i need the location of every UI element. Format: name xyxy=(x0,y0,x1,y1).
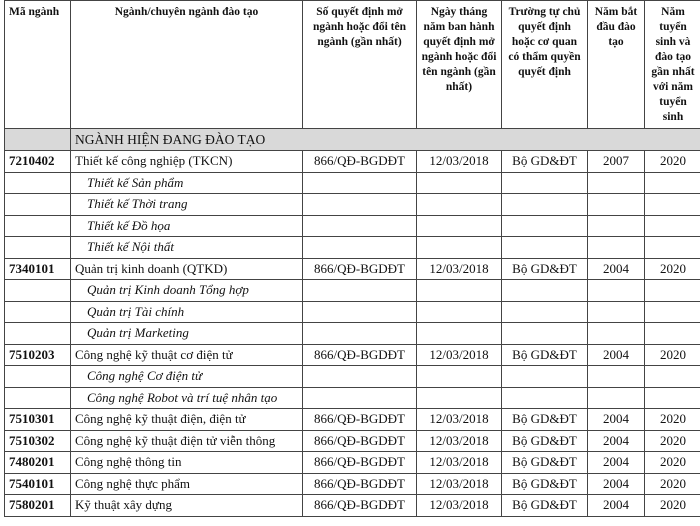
decision-date: 12/03/2018 xyxy=(417,151,502,173)
empty-cell xyxy=(417,323,502,345)
latest-year: 2020 xyxy=(645,495,700,517)
empty-cell xyxy=(502,301,588,323)
header-ten-nganh: Ngành/chuyên ngành đào tạo xyxy=(71,1,303,129)
program-row xyxy=(5,344,700,366)
empty-cell xyxy=(588,172,645,194)
empty-cell xyxy=(645,366,700,388)
empty-cell xyxy=(645,323,700,345)
program-name: Công nghệ kỹ thuật điện tử viễn thông xyxy=(71,430,303,452)
specialization-row xyxy=(5,387,700,409)
program-name: Thiết kế công nghiệp (TKCN) xyxy=(71,151,303,173)
decision-number: 866/QĐ-BGDĐT xyxy=(303,473,417,495)
decision-number: 866/QĐ-BGDĐT xyxy=(303,409,417,431)
authority: Bộ GD&ĐT xyxy=(502,452,588,474)
decision-date: 12/03/2018 xyxy=(417,452,502,474)
empty-cell xyxy=(417,237,502,259)
header-so-quyet-dinh: Số quyết định mở ngành hoặc đổi tên ngành (gần nhất) xyxy=(303,1,417,129)
specialization-name: Quản trị Marketing xyxy=(71,323,303,345)
latest-year: 2020 xyxy=(645,452,700,474)
empty-cell xyxy=(502,323,588,345)
specialization-row xyxy=(5,280,700,302)
empty-cell xyxy=(588,215,645,237)
start-year: 2004 xyxy=(588,409,645,431)
decision-number: 866/QĐ-BGDĐT xyxy=(303,344,417,366)
authority: Bộ GD&ĐT xyxy=(502,409,588,431)
empty-cell xyxy=(645,280,700,302)
empty-cell xyxy=(303,280,417,302)
latest-year: 2020 xyxy=(645,258,700,280)
program-code: 7580201 xyxy=(5,495,71,517)
decision-date: 12/03/2018 xyxy=(417,473,502,495)
start-year: 2004 xyxy=(588,473,645,495)
program-row xyxy=(5,258,700,280)
empty-cell xyxy=(588,280,645,302)
program-row xyxy=(5,430,700,452)
specialization-row xyxy=(5,237,700,259)
decision-date: 12/03/2018 xyxy=(417,430,502,452)
code-cell xyxy=(5,237,71,259)
latest-year: 2020 xyxy=(645,409,700,431)
code-cell xyxy=(5,215,71,237)
program-code: 7510302 xyxy=(5,430,71,452)
empty-cell xyxy=(588,301,645,323)
program-code: 7480201 xyxy=(5,452,71,474)
empty-cell xyxy=(502,194,588,216)
empty-cell xyxy=(645,237,700,259)
start-year: 2004 xyxy=(588,430,645,452)
program-row xyxy=(5,495,700,517)
header-co-quan: Trường tự chủ quyết định hoặc cơ quan có thẩm quyền quyết định xyxy=(502,1,588,129)
start-year: 2004 xyxy=(588,344,645,366)
empty-cell xyxy=(502,387,588,409)
program-row xyxy=(5,452,700,474)
empty-cell xyxy=(588,387,645,409)
latest-year: 2020 xyxy=(645,430,700,452)
header-nam-tuyen-sinh: Năm tuyển sinh và đào tạo gần nhất với năm tuyển sinh xyxy=(645,1,700,129)
decision-number: 866/QĐ-BGDĐT xyxy=(303,452,417,474)
empty-cell xyxy=(502,237,588,259)
program-name: Kỹ thuật xây dựng xyxy=(71,495,303,517)
empty-cell xyxy=(645,301,700,323)
specialization-row xyxy=(5,323,700,345)
empty-cell xyxy=(645,215,700,237)
empty-cell xyxy=(417,215,502,237)
empty-cell xyxy=(303,366,417,388)
empty-cell xyxy=(303,172,417,194)
latest-year: 2020 xyxy=(645,473,700,495)
program-name: Quản trị kinh doanh (QTKD) xyxy=(71,258,303,280)
empty-cell xyxy=(645,172,700,194)
authority: Bộ GD&ĐT xyxy=(502,258,588,280)
specialization-name: Quản trị Kinh doanh Tổng hợp xyxy=(71,280,303,302)
decision-number: 866/QĐ-BGDĐT xyxy=(303,151,417,173)
specialization-row xyxy=(5,366,700,388)
decision-date: 12/03/2018 xyxy=(417,409,502,431)
empty-cell xyxy=(588,194,645,216)
decision-date: 12/03/2018 xyxy=(417,344,502,366)
empty-cell xyxy=(417,172,502,194)
empty-cell xyxy=(303,387,417,409)
program-name: Công nghệ thông tin xyxy=(71,452,303,474)
decision-date: 12/03/2018 xyxy=(417,495,502,517)
specialization-name: Thiết kế Thời trang xyxy=(71,194,303,216)
empty-cell xyxy=(417,366,502,388)
empty-cell xyxy=(588,237,645,259)
authority: Bộ GD&ĐT xyxy=(502,473,588,495)
code-cell xyxy=(5,194,71,216)
empty-cell xyxy=(303,194,417,216)
empty-cell xyxy=(417,301,502,323)
header-ma-nganh: Mã ngành xyxy=(5,1,71,129)
program-code: 7210402 xyxy=(5,151,71,173)
specialization-name: Thiết kế Nội thất xyxy=(71,237,303,259)
decision-number: 866/QĐ-BGDĐT xyxy=(303,430,417,452)
header-row xyxy=(5,1,700,129)
program-name: Công nghệ kỹ thuật điện, điện tử xyxy=(71,409,303,431)
latest-year: 2020 xyxy=(645,151,700,173)
section-spacer xyxy=(5,129,71,151)
code-cell xyxy=(5,323,71,345)
section-row xyxy=(5,129,700,151)
specialization-name: Quản trị Tài chính xyxy=(71,301,303,323)
authority: Bộ GD&ĐT xyxy=(502,495,588,517)
empty-cell xyxy=(417,280,502,302)
specialization-row xyxy=(5,301,700,323)
authority: Bộ GD&ĐT xyxy=(502,430,588,452)
code-cell xyxy=(5,366,71,388)
program-code: 7510203 xyxy=(5,344,71,366)
program-name: Công nghệ kỹ thuật cơ điện tử xyxy=(71,344,303,366)
specialization-name: Công nghệ Cơ điện tử xyxy=(71,366,303,388)
empty-cell xyxy=(588,366,645,388)
empty-cell xyxy=(303,323,417,345)
header-nam-bat-dau: Năm bắt đầu đào tạo xyxy=(588,1,645,129)
decision-number: 866/QĐ-BGDĐT xyxy=(303,258,417,280)
program-code: 7340101 xyxy=(5,258,71,280)
start-year: 2004 xyxy=(588,495,645,517)
start-year: 2004 xyxy=(588,258,645,280)
program-row xyxy=(5,151,700,173)
authority: Bộ GD&ĐT xyxy=(502,344,588,366)
empty-cell xyxy=(303,237,417,259)
specialization-name: Thiết kế Sản phẩm xyxy=(71,172,303,194)
empty-cell xyxy=(502,172,588,194)
code-cell xyxy=(5,301,71,323)
code-cell xyxy=(5,280,71,302)
section-title: NGÀNH HIỆN ĐANG ĐÀO TẠO xyxy=(71,129,700,151)
specialization-row xyxy=(5,194,700,216)
specialization-name: Thiết kế Đồ họa xyxy=(71,215,303,237)
decision-date: 12/03/2018 xyxy=(417,258,502,280)
program-table xyxy=(4,0,700,517)
empty-cell xyxy=(588,323,645,345)
specialization-row xyxy=(5,172,700,194)
program-code: 7510301 xyxy=(5,409,71,431)
empty-cell xyxy=(502,366,588,388)
empty-cell xyxy=(502,280,588,302)
start-year: 2004 xyxy=(588,452,645,474)
specialization-row xyxy=(5,215,700,237)
empty-cell xyxy=(417,194,502,216)
decision-number: 866/QĐ-BGDĐT xyxy=(303,495,417,517)
latest-year: 2020 xyxy=(645,344,700,366)
code-cell xyxy=(5,172,71,194)
code-cell xyxy=(5,387,71,409)
program-code: 7540101 xyxy=(5,473,71,495)
program-name: Công nghệ thực phẩm xyxy=(71,473,303,495)
empty-cell xyxy=(303,215,417,237)
program-row xyxy=(5,473,700,495)
empty-cell xyxy=(645,387,700,409)
empty-cell xyxy=(303,301,417,323)
program-row xyxy=(5,409,700,431)
start-year: 2007 xyxy=(588,151,645,173)
empty-cell xyxy=(502,215,588,237)
header-ngay-ban-hanh: Ngày tháng năm ban hành quyết định mở ngành hoặc đổi tên ngành (gần nhất) xyxy=(417,1,502,129)
authority: Bộ GD&ĐT xyxy=(502,151,588,173)
empty-cell xyxy=(645,194,700,216)
empty-cell xyxy=(417,387,502,409)
specialization-name: Công nghệ Robot và trí tuệ nhân tạo xyxy=(71,387,303,409)
